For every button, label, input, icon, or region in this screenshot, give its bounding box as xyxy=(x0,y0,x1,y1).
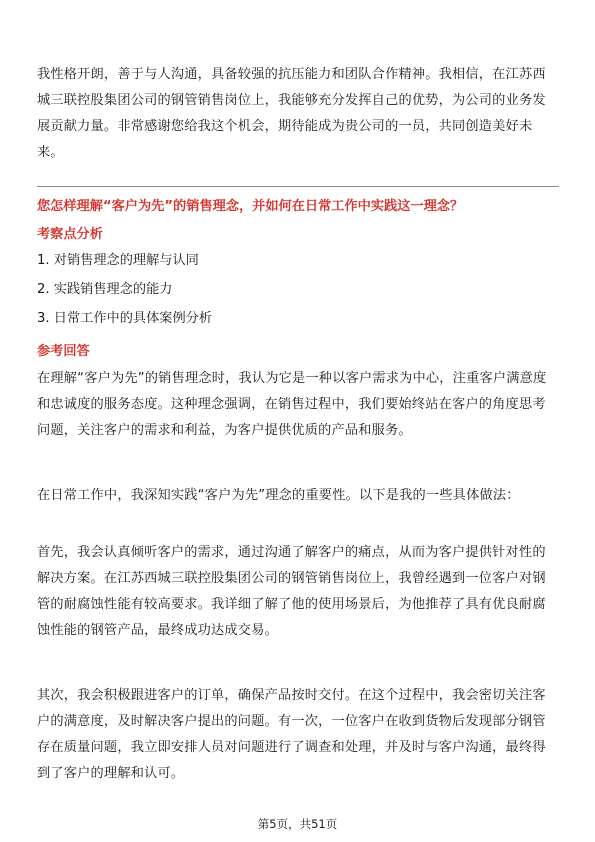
answer-heading: 参考回答 xyxy=(37,344,90,359)
analysis-item: 2. 实践销售理念的能力 xyxy=(37,282,173,297)
answer-paragraph: 其次，我会积极跟进客户的订单，确保产品按时交付。在这个过程中，我会密切关注客户的满意度，及时解决客户提出的问题。有一次，一位客户在收到货物后发现部分钢管存在质量问题，我立即安排人员对问题进行了调查和处理，并及时与客户沟通，最终得到了客户的理解和认可。 xyxy=(37,688,546,781)
answer-paragraph: 首先，我会认真倾听客户的需求，通过沟通了解客户的痛点，从而为客户提供针对性的解决方案。在江苏西城三联控股集团公司的钢管销售岗位上，我曾经遇到一位客户对钢管的耐腐蚀性能有较高要求。我详细了解了他的使用场景后，为他推荐了具有优良耐腐蚀性能的钢管产品，最终成功达成交易。 xyxy=(37,545,546,638)
intro-paragraph: 我性格开朗，善于与人沟通，具备较强的抗压能力和团队合作精神。我相信，在江苏西城三联控股集团公司的钢管销售岗位上，我能够充分发挥自己的优势，为公司的业务发展贡献力量。非常感谢您给我这个机会，期待能成为贵公司的一员，共同创造美好未来。 xyxy=(37,67,546,160)
section-divider xyxy=(37,186,559,187)
answer-paragraph: 在日常工作中，我深知实践“客户为先”理念的重要性。以下是我的一些具体做法： xyxy=(37,488,520,503)
answer-paragraph: 在理解“客户为先”的销售理念时，我认为它是一种以客户需求为中心，注重客户满意度和忠诚度的服务态度。这种理念强调，在销售过程中，我们要始终站在客户的角度思考问题，关注客户的需求和利益，为客户提供优质的产品和服务。 xyxy=(37,371,547,438)
analysis-item: 1. 对销售理念的理解与认同 xyxy=(37,253,199,268)
analysis-item: 3. 日常工作中的具体案例分析 xyxy=(37,311,213,326)
page-number: 第5页，共51页 xyxy=(257,817,338,831)
analysis-heading: 考察点分析 xyxy=(37,227,103,242)
question-title: 您怎样理解“客户为先”的销售理念，并如何在日常工作中实践这一理念？ xyxy=(37,199,464,214)
